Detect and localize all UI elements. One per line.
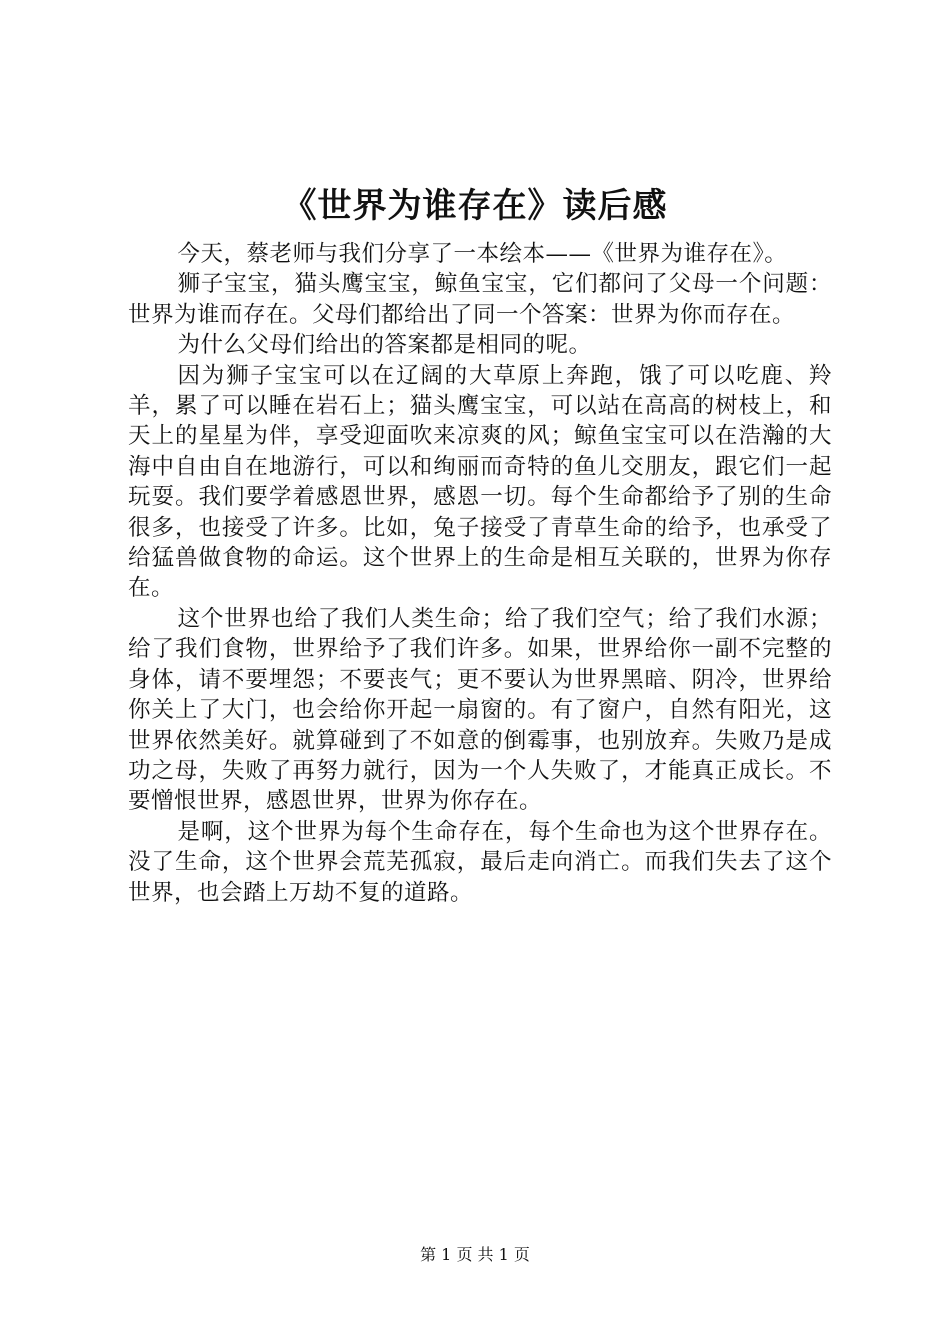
document-body bbox=[128, 239, 832, 908]
paragraph: 为什么父母们给出的答案都是相同的呢。 bbox=[177, 332, 592, 359]
document-title: 《世界为谁存在》读后感 bbox=[282, 186, 668, 226]
paragraph: 因为狮子宝宝可以在辽阔的大草原上奔跑，饿了可以吃鹿、羚羊，累了可以睡在岩石上；猫头鹰宝宝，可以站在高高的树枝上，和天上的星星为伴，享受迎面吹来凉爽的风；鲸鱼宝宝可以在浩瀚的大海中自由自在地游行，可以和绚丽而奇特的鱼儿交朋友，跟它们一起玩耍。我们要学着感恩世界，感恩一切。每个生命都给予了别的生命很多，也接受了许多。比如，兔子接受了青草生命的给予，也承受了给猛兽做食物的命运。这个世界上的生命是相互关联的，世界为你存在。 bbox=[128, 362, 832, 602]
paragraph: 这个世界也给了我们人类生命；给了我们空气；给了我们水源；给了我们食物，世界给予了我们许多。如果，世界给你一副不完整的身体，请不要埋怨；不要丧气；更不要认为世界黑暗、阴冷，世界给你关上了大门，也会给你开起一扇窗的。有了窗户，自然有阳光，这世界依然美好。就算碰到了不如意的倒霉事，也别放弃。失败乃是成功之母，失败了再努力就行，因为一个人失败了，才能真正成长。不要憎恨世界，感恩世界，世界为你存在。 bbox=[128, 605, 832, 815]
paragraph: 今天，蔡老师与我们分享了一本绘本——《世界为谁存在》。 bbox=[177, 241, 788, 267]
paragraph: 是啊，这个世界为每个生命存在，每个生命也为这个世界存在。没了生命，这个世界会荒芜孤寂，最后走向消亡。而我们失去了这个世界，也会踏上万劫不复的道路。 bbox=[128, 818, 832, 906]
paragraph: 狮子宝宝，猫头鹰宝宝，鲸鱼宝宝，它们都问了父母一个问题：世界为谁而存在。父母们都给出了同一个答案：世界为你而存在。 bbox=[128, 271, 832, 328]
page-footer: 第 1 页 共 1 页 bbox=[420, 1245, 530, 1264]
